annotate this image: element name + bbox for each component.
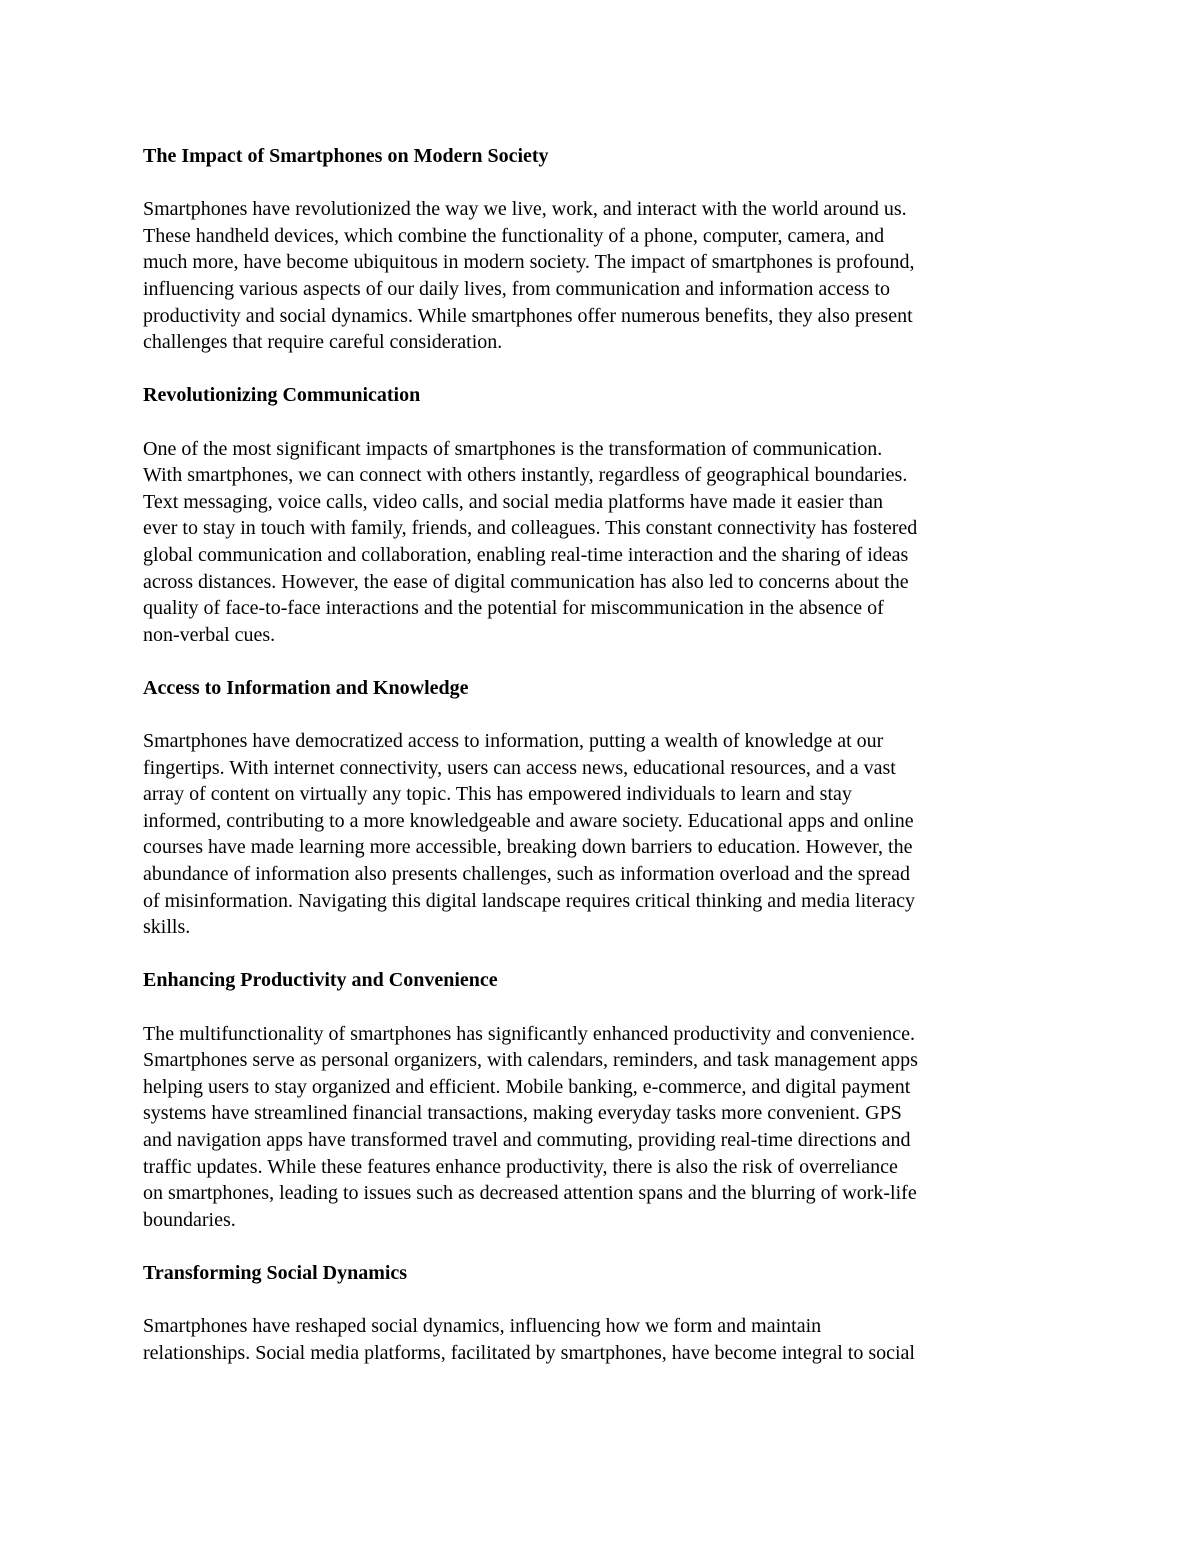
text-line: array of content on virtually any topic. This has empowered individuals to learn and stay xyxy=(143,783,852,806)
text-line: quality of face-to-face interactions and the potential for miscommunication in the absence of xyxy=(143,597,884,620)
section-heading-communication: Revolutionizing Communication xyxy=(143,384,421,407)
text-line: much more, have become ubiquitous in modern society. The impact of smartphones is profound, xyxy=(143,251,915,274)
section-paragraph-communication xyxy=(143,436,1061,649)
text-line: relationships. Social media platforms, facilitated by smartphones, have become integral to social xyxy=(143,1341,915,1364)
text-line: courses have made learning more accessible, breaking down barriers to education. However, the xyxy=(143,836,913,859)
text-line: abundance of information also presents challenges, such as information overload and the spread xyxy=(143,863,910,886)
section-heading-information: Access to Information and Knowledge xyxy=(143,676,469,699)
section-heading-social: Transforming Social Dynamics xyxy=(143,1261,408,1284)
section-paragraph-productivity xyxy=(143,1021,1061,1234)
text-line: influencing various aspects of our daily lives, from communication and information access to xyxy=(143,277,891,300)
text-line: on smartphones, leading to issues such as decreased attention spans and the blurring of work-life xyxy=(143,1182,917,1205)
text-line: helping users to stay organized and efficient. Mobile banking, e-commerce, and digital payment xyxy=(143,1075,911,1098)
text-line: Smartphones have democratized access to information, putting a wealth of knowledge at our xyxy=(143,730,884,753)
document-body xyxy=(143,143,1061,1366)
text-line: Smartphones serve as personal organizers, with calendars, reminders, and task management apps xyxy=(143,1049,918,1072)
text-line: skills. xyxy=(143,916,191,939)
text-line: fingertips. With internet connectivity, users can access news, educational resources, and a vast xyxy=(143,756,896,779)
text-line: The multifunctionality of smartphones has significantly enhanced productivity and convenience. xyxy=(143,1022,916,1045)
text-line: non-verbal cues. xyxy=(143,623,276,646)
text-line: traffic updates. While these features enhance productivity, there is also the risk of overreliance xyxy=(143,1155,898,1178)
section-paragraph-information xyxy=(143,728,1061,941)
text-line: of misinformation. Navigating this digital landscape requires critical thinking and media literacy xyxy=(143,889,916,912)
text-line: productivity and social dynamics. While smartphones offer numerous benefits, they also present xyxy=(143,304,913,327)
text-line: challenges that require careful consideration. xyxy=(143,331,503,354)
text-line: across distances. However, the ease of digital communication has also led to concerns about the xyxy=(143,570,909,593)
text-line: and navigation apps have transformed travel and commuting, providing real-time directions and xyxy=(143,1128,911,1151)
document-title: The Impact of Smartphones on Modern Society xyxy=(143,145,549,167)
text-line: boundaries. xyxy=(143,1208,236,1231)
section-paragraph-social xyxy=(143,1313,1061,1366)
text-line: informed, contributing to a more knowledgeable and aware society. Educational apps and online xyxy=(143,809,914,832)
text-line: Smartphones have revolutionized the way we live, work, and interact with the world around us. xyxy=(143,198,907,221)
text-line: Text messaging, voice calls, video calls, and social media platforms have made it easier than xyxy=(143,490,884,513)
section-heading-productivity: Enhancing Productivity and Convenience xyxy=(143,969,498,992)
text-line: global communication and collaboration, enabling real-time interaction and the sharing of ideas xyxy=(143,543,909,566)
text-line: Smartphones have reshaped social dynamics, influencing how we form and maintain xyxy=(143,1315,822,1338)
text-line: systems have streamlined financial transactions, making everyday tasks more convenient. GPS xyxy=(143,1102,902,1125)
text-line: With smartphones, we can connect with others instantly, regardless of geographical boundaries. xyxy=(143,464,908,487)
text-line: One of the most significant impacts of smartphones is the transformation of communication. xyxy=(143,437,883,460)
text-line: These handheld devices, which combine the functionality of a phone, computer, camera, and xyxy=(143,224,885,247)
intro-paragraph xyxy=(143,196,1061,356)
text-line: ever to stay in touch with family, friends, and colleagues. This constant connectivity has fostered xyxy=(143,517,918,540)
